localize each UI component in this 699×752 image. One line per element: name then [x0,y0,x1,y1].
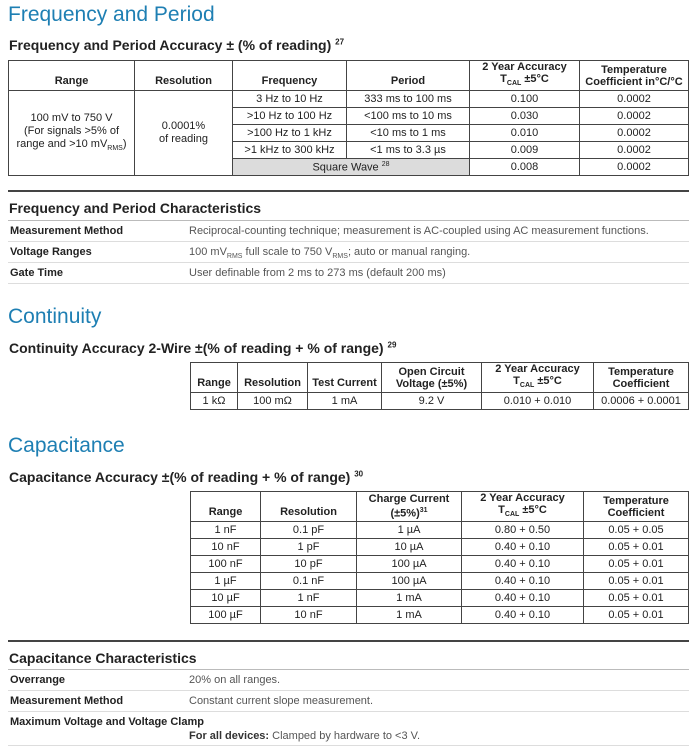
char-row-voltage-ranges [8,242,689,263]
char-value [189,246,470,260]
range-line3-post: ) [122,137,127,150]
divider [8,190,689,192]
header-accuracy [482,363,594,393]
frequency-accuracy-title-text: Frequency and Period Accuracy ± (% of reading) [9,37,332,53]
charge-line1: Charge Current [368,493,450,506]
header-temperature [594,363,689,393]
continuity-accuracy-title-text: Continuity Accuracy 2-Wire ±(% of reading + % of range) [9,340,384,356]
range-cell: 10 µF [191,590,261,607]
resolution-cell: 1 pF [261,539,357,556]
period-cell: <10 ms to 1 ms [347,125,470,142]
footnote-27: 27 [335,37,345,47]
capacitance-accuracy-table [190,491,689,624]
temp-cell: 0.0002 [580,142,689,159]
range-cell: 1 nF [191,522,261,539]
header-accuracy-line1: 2 Year Accuracy [482,61,567,73]
charge-cell: 10 µA [357,539,462,556]
charge-cell: 1 mA [357,590,462,607]
section-title-capacitance: Capacitance [8,434,125,457]
resolution-line2: of reading [159,133,208,146]
square-wave-cell [233,159,470,176]
header-accuracy [470,61,580,91]
square-wave-label: Square Wave [312,161,379,174]
frequency-characteristics-title: Frequency and Period Characteristics [9,200,262,216]
temp-cell: 0.05 + 0.05 [584,522,689,539]
accuracy-cell: 0.100 [470,91,580,108]
char-row-voltage-clamp [8,712,689,746]
header-resolution: Resolution [238,363,308,393]
char-key: Maximum Voltage and Voltage Clamp [10,716,204,728]
ocv-cell: 9.2 V [382,393,482,410]
voltage-val-c: ; auto or manual ranging. [347,246,471,258]
voltage-val-sub1: RMS [226,253,243,261]
period-cell: <1 ms to 3.3 µs [347,142,470,159]
voltage-val-sub2: RMS [332,253,348,261]
accuracy-cell: 0.008 [470,159,580,176]
header-temp-line2: Coefficient [612,377,670,390]
header-accuracy-line2-sub: CAL [506,80,522,88]
range-cell [9,91,135,176]
ocv-line2: Voltage (±5%) [395,377,468,390]
charge-cell: 1 mA [357,607,462,624]
header-accuracy-post: ±5°C [534,375,562,387]
frequency-cell: >1 kHz to 300 kHz [233,142,347,159]
frequency-accuracy-table [8,60,689,176]
header-accuracy-sub: CAL [504,511,520,519]
range-line1: 100 mV to 750 V [30,111,113,124]
resolution-cell: 0.1 pF [261,522,357,539]
char-key: Voltage Ranges [10,246,92,258]
temp-cell: 0.0002 [580,108,689,125]
temp-cell: 0.0002 [580,91,689,108]
header-accuracy-t: T [513,375,520,387]
header-accuracy-post: ±5°C [519,504,547,516]
header-accuracy-t: T [498,504,505,516]
accuracy-cell: 0.030 [470,108,580,125]
resolution-cell: 1 nF [261,590,357,607]
header-temp-line1: Temperature [603,494,669,507]
char-row-measurement-method [8,691,689,712]
header-resolution: Resolution [135,61,233,91]
charge-cell: 100 µA [357,556,462,573]
voltage-val-a: 100 mV [189,246,227,258]
continuity-accuracy-title [9,340,396,356]
char-row-overrange [8,670,689,691]
frequency-cell: 3 Hz to 10 Hz [233,91,347,108]
accuracy-cell: 0.40 + 0.10 [462,539,584,556]
frequency-cell: >100 Hz to 1 kHz [233,125,347,142]
footnote-28: 28 [381,160,390,168]
accuracy-cell: 0.010 + 0.010 [482,393,594,410]
resolution-cell: 10 nF [261,607,357,624]
resolution-cell [135,91,233,176]
footnote-29: 29 [387,340,397,350]
temp-cell: 0.0002 [580,159,689,176]
char-row-measurement-method [8,221,689,242]
header-accuracy-line2-post: ±5°C [521,73,549,85]
resolution-cell: 10 pF [261,556,357,573]
accuracy-cell: 0.40 + 0.10 [462,590,584,607]
range-cell: 1 kΩ [191,393,238,410]
accuracy-cell: 0.40 + 0.10 [462,607,584,624]
temp-cell: 0.05 + 0.01 [584,607,689,624]
range-line2: (For signals >5% of [23,124,120,137]
section-title-continuity: Continuity [8,305,102,328]
accuracy-cell: 0.40 + 0.10 [462,556,584,573]
resolution-cell: 100 mΩ [238,393,308,410]
temp-cell: 0.05 + 0.01 [584,590,689,607]
accuracy-cell: 0.40 + 0.10 [462,573,584,590]
charge-line2: (±5%) [390,507,420,520]
header-temp-line2: Coefficient [607,506,665,519]
temp-cell: 0.05 + 0.01 [584,556,689,573]
ocv-line1: Open Circuit [398,365,465,378]
period-cell: <100 ms to 10 ms [347,108,470,125]
temp-cell: 0.05 + 0.01 [584,539,689,556]
header-accuracy-line1: 2 Year Accuracy [480,492,565,504]
resolution-cell: 0.1 nF [261,573,357,590]
char-value: 20% on all ranges. [189,674,281,686]
clamp-val-bold: For all devices: [189,730,270,742]
header-accuracy [462,492,584,522]
header-temperature [584,492,689,522]
header-resolution: Resolution [261,492,357,522]
header-temp-line1: Temperature [608,365,674,378]
range-line3-sub: RMS [107,144,123,152]
capacitance-accuracy-title-text: Capacitance Accuracy ±(% of reading + % of range) [9,469,351,485]
char-key: Gate Time [10,267,63,279]
range-line3-pre: range and >10 mV [16,137,108,150]
header-temp-line1: Temperature [601,63,667,76]
header-temp-line2: Coefficient in°C/°C [585,75,683,88]
header-test-current: Test Current [308,363,382,393]
header-period: Period [347,61,470,91]
footnote-30: 30 [354,469,364,479]
capacitance-accuracy-title [9,469,363,485]
section-title-frequency: Frequency and Period [8,3,215,26]
divider [8,640,689,642]
header-accuracy-line2-t: T [500,73,507,85]
char-key: Measurement Method [10,695,124,707]
char-value [189,730,420,742]
frequency-accuracy-title [9,37,344,53]
range-cell: 100 µF [191,607,261,624]
char-key: Measurement Method [10,225,124,237]
temp-cell: 0.0006 + 0.0001 [594,393,689,410]
header-temperature [580,61,689,91]
accuracy-cell: 0.010 [470,125,580,142]
char-value: Reciprocal-counting technique; measurement is AC-coupled using AC measurement functions. [189,225,649,237]
char-row-gate-time [8,263,689,284]
charge-cell: 1 µA [357,522,462,539]
char-value: Constant current slope measurement. [189,695,374,707]
header-frequency: Frequency [233,61,347,91]
header-range: Range [9,61,135,91]
header-open-circuit-voltage [382,363,482,393]
resolution-line1: 0.0001% [161,120,206,133]
char-key: Overrange [10,674,66,686]
header-range: Range [191,363,238,393]
header-accuracy-line1: 2 Year Accuracy [495,363,580,375]
header-accuracy-sub: CAL [519,382,535,390]
temp-cell: 0.05 + 0.01 [584,573,689,590]
char-value: User definable from 2 ms to 273 ms (default 200 ms) [189,267,446,279]
voltage-val-b: full scale to 750 V [242,246,333,258]
footnote-31: 31 [419,507,428,515]
clamp-val-rest: Clamped by hardware to <3 V. [269,730,421,742]
frequency-cell: >10 Hz to 100 Hz [233,108,347,125]
header-range: Range [191,492,261,522]
capacitance-characteristics-title: Capacitance Characteristics [9,650,197,666]
range-cell: 1 µF [191,573,261,590]
range-cell: 10 nF [191,539,261,556]
test-current-cell: 1 mA [308,393,382,410]
range-cell: 100 nF [191,556,261,573]
charge-cell: 100 µA [357,573,462,590]
period-cell: 333 ms to 100 ms [347,91,470,108]
continuity-accuracy-table [190,362,689,410]
accuracy-cell: 0.80 + 0.50 [462,522,584,539]
temp-cell: 0.0002 [580,125,689,142]
header-charge-current [357,492,462,522]
accuracy-cell: 0.009 [470,142,580,159]
